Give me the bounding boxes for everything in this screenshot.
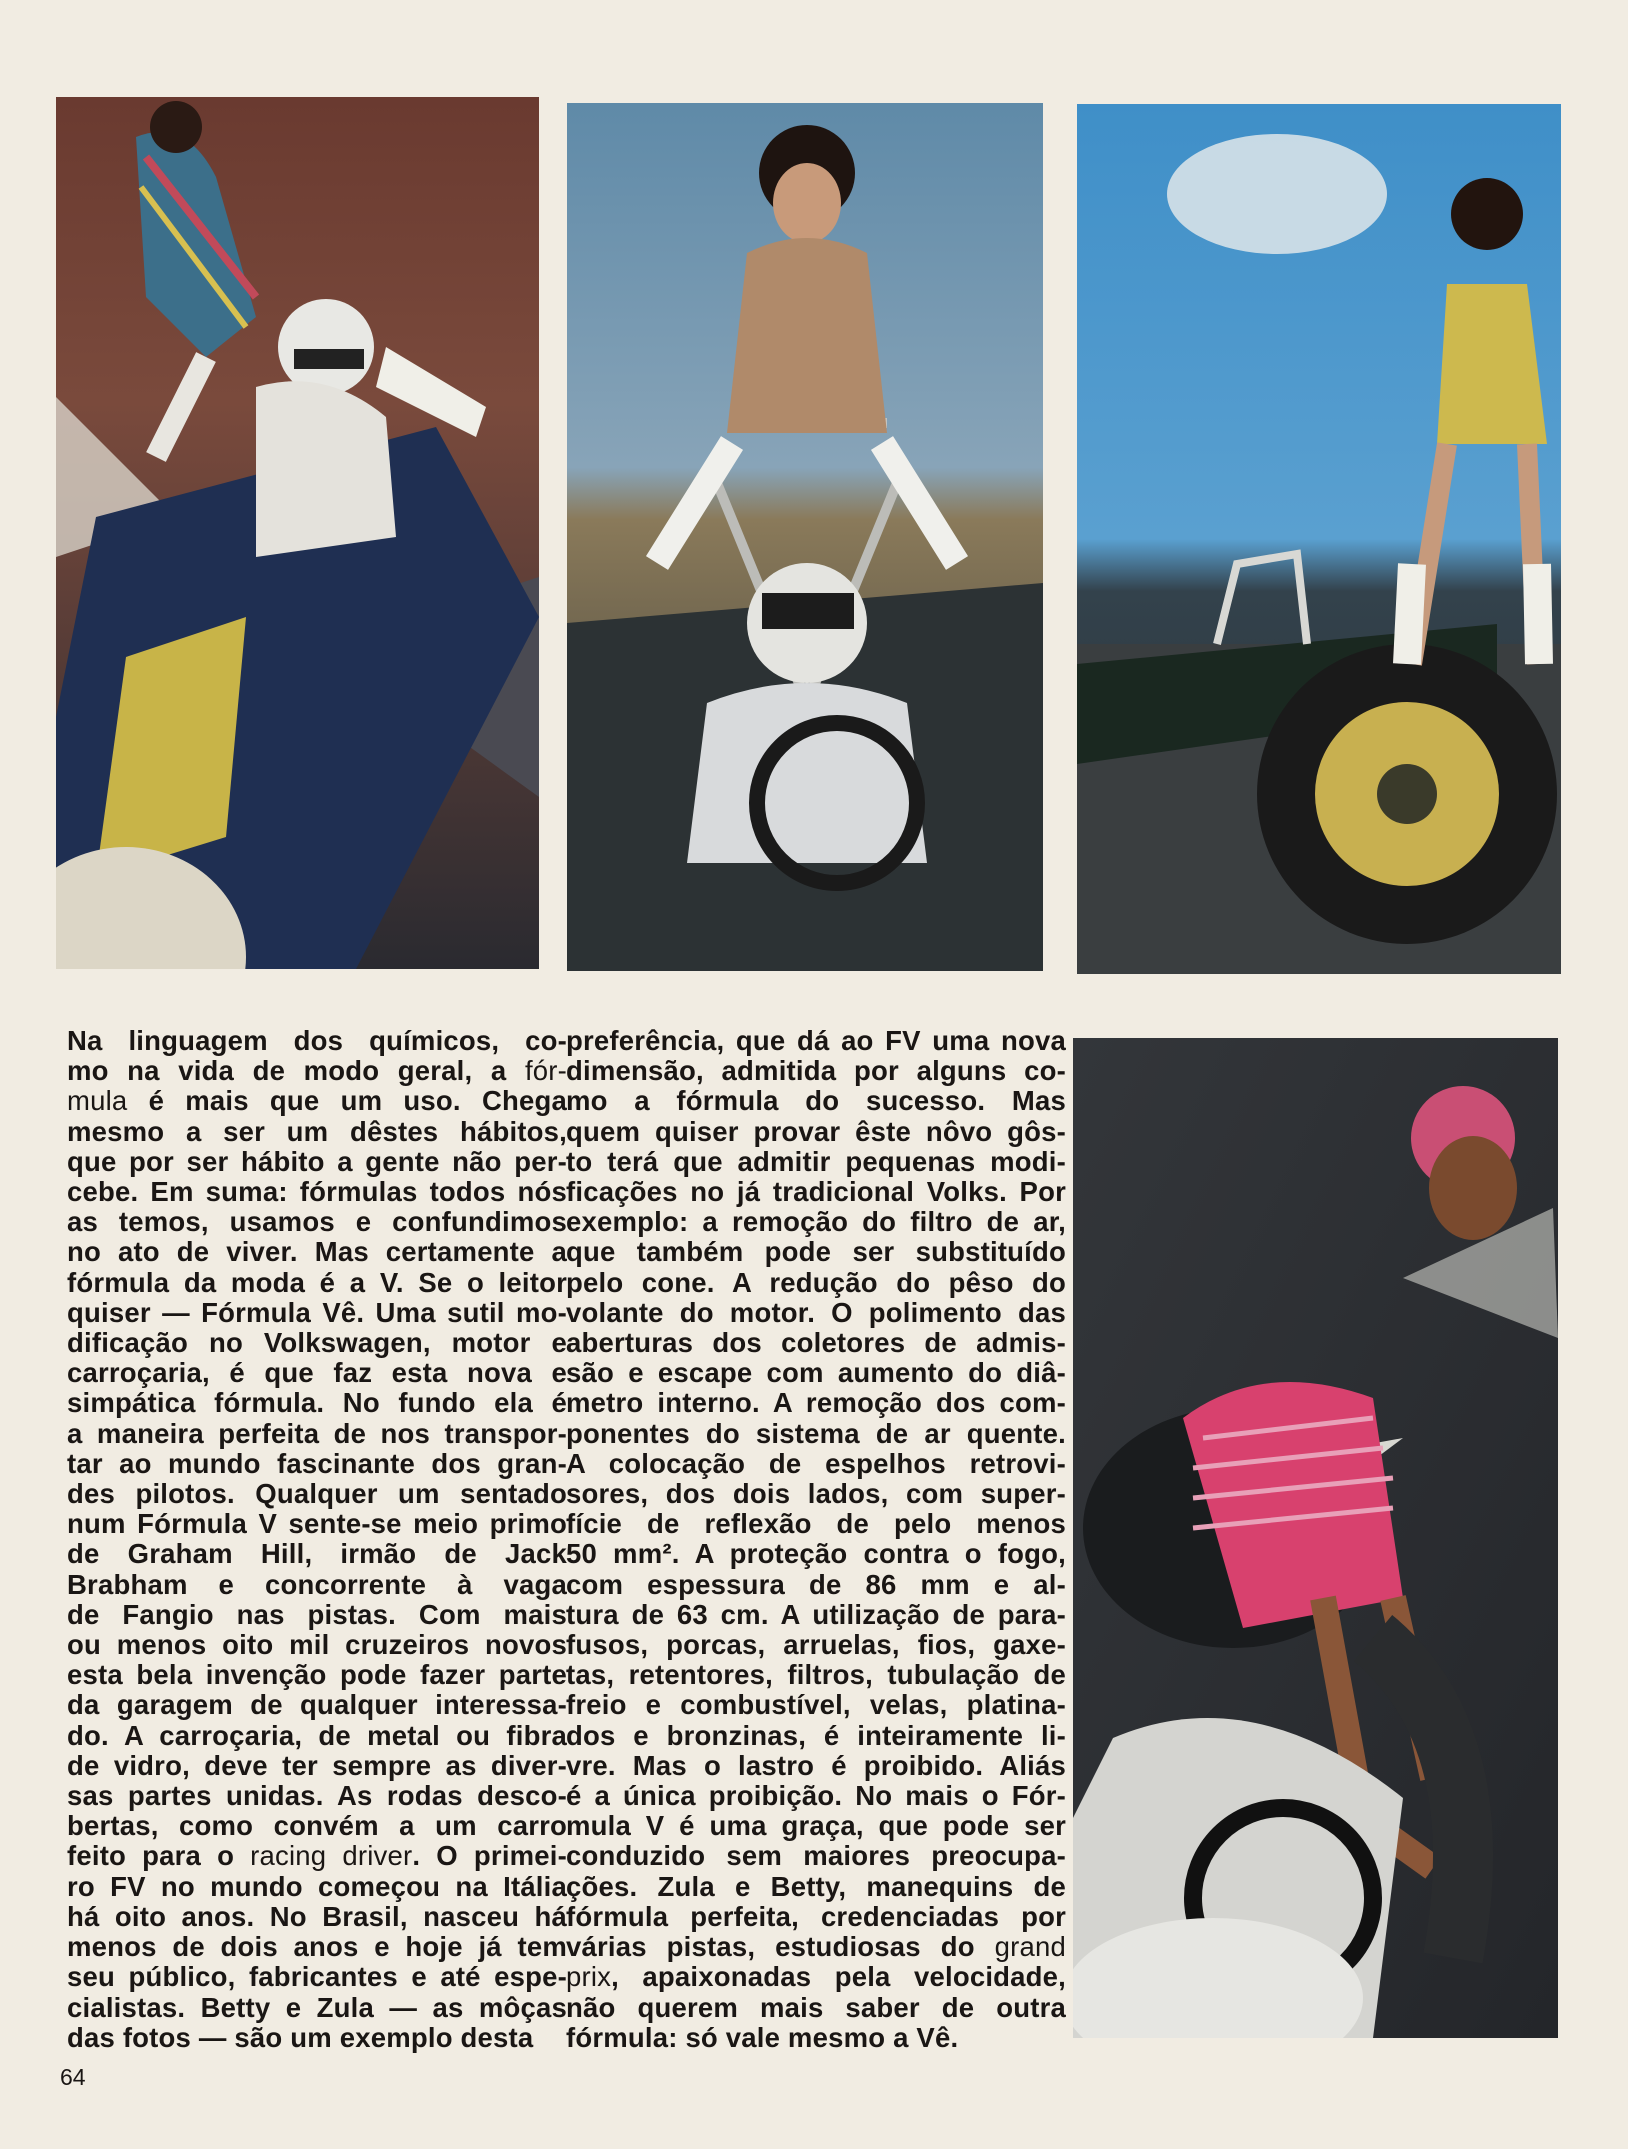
text-line [67, 1479, 567, 1509]
text-line [566, 1207, 1066, 1237]
text-run: das fotos — são um exemplo desta [67, 2021, 534, 2053]
text-run: des pilotos. Qualquer um sentado [67, 1478, 567, 1510]
text-run: carroçaria, é que faz esta nova e [67, 1357, 567, 1389]
text-line [566, 1902, 1066, 1932]
text-line [566, 1539, 1066, 1569]
text-run: é a única proibição. No mais o Fór- [566, 1780, 1066, 1812]
text-run: ponentes do sistema de ar quente. [566, 1417, 1066, 1449]
photo-woman-striped-sweater-on-race-car [56, 97, 539, 969]
text-run: grand [994, 1931, 1066, 1963]
text-run: várias pistas, estudiosas do [566, 1931, 995, 1963]
text-run: , apaixonadas pela velocidade, [611, 1961, 1066, 1993]
text-line [67, 1328, 567, 1358]
text-run: de Fangio nas pistas. Com mais [67, 1598, 567, 1630]
text-line [566, 1177, 1066, 1207]
text-run: . O primei- [412, 1840, 567, 1872]
text-run: fórmula perfeita, credenciadas por [566, 1900, 1066, 1932]
text-line [566, 1328, 1066, 1358]
text-run: não querem mais saber de outra [566, 1991, 1066, 2023]
text-line [67, 1539, 567, 1569]
text-run: menos de dois anos e hoje já tem [67, 1931, 567, 1963]
text-line [566, 1811, 1066, 1841]
text-run: exemplo: a remoção do filtro de ar, [566, 1206, 1066, 1238]
text-run: prix [566, 1961, 612, 1993]
text-run: conduzido sem maiores preocupa- [566, 1840, 1066, 1872]
text-run: de Graham Hill, irmão de Jack [67, 1538, 567, 1570]
text-line [67, 1600, 567, 1630]
text-line [67, 1751, 567, 1781]
text-line [67, 1630, 567, 1660]
text-line [566, 1872, 1066, 1902]
text-run: no ato de viver. Mas certamente a [67, 1236, 567, 1268]
text-run: A colocação de espelhos retrovi- [566, 1447, 1066, 1479]
text-run: simpática fórmula. No fundo ela é [67, 1387, 567, 1419]
text-line [566, 1630, 1066, 1660]
text-line [67, 1841, 567, 1871]
text-run: cialistas. Betty e Zula — as môças [67, 1991, 567, 2023]
text-run: aberturas dos coletores de admis- [566, 1327, 1066, 1359]
text-line [566, 1570, 1066, 1600]
text-line [566, 1841, 1066, 1871]
text-run: sores, dos dois lados, com super- [566, 1478, 1066, 1510]
text-line [566, 1117, 1066, 1147]
text-line [566, 1419, 1066, 1449]
text-line [566, 1056, 1066, 1086]
text-line [67, 1509, 567, 1539]
text-run: preferência, que dá ao FV uma nova [566, 1025, 1066, 1056]
text-line [67, 1117, 567, 1147]
text-run: é mais que um uso. Chega [127, 1085, 567, 1117]
text-run: dificação no Volkswagen, motor e [67, 1327, 567, 1359]
text-line [67, 1781, 567, 1811]
text-run: mo a fórmula do sucesso. Mas [566, 1085, 1066, 1117]
text-run: dimensão, admitida por alguns co- [566, 1055, 1066, 1087]
text-line [566, 1993, 1066, 2023]
text-line [67, 1962, 567, 1992]
text-line [67, 1449, 567, 1479]
text-line [566, 1388, 1066, 1418]
text-run: a maneira perfeita de nos transpor- [67, 1417, 567, 1449]
text-line [67, 1660, 567, 1690]
text-line [566, 1962, 1066, 1992]
text-line [67, 1388, 567, 1418]
text-line [67, 1056, 567, 1086]
text-run: ficações no já tradicional Volks. Por [566, 1176, 1066, 1208]
text-run: quem quiser provar êste nôvo gôs- [566, 1115, 1066, 1147]
text-line [67, 1237, 567, 1267]
text-run: metro interno. A remoção dos com- [566, 1387, 1066, 1419]
text-run: que também pode ser substituído [566, 1236, 1066, 1268]
article-text-left-column [67, 1025, 567, 2053]
text-line [566, 1751, 1066, 1781]
text-run: de vidro, deve ter sempre as diver- [67, 1749, 567, 1781]
text-run: volante do motor. O polimento das [566, 1296, 1066, 1328]
text-run: 50 mm². A proteção contra o fogo, [566, 1538, 1066, 1570]
text-run: tar ao mundo fascinante dos gran- [67, 1447, 567, 1479]
text-line [67, 1207, 567, 1237]
text-run: Brabham e concorrente à vaga [67, 1568, 567, 1600]
text-run: vre. Mas o lastro é proibido. Aliás [566, 1749, 1066, 1781]
text-line [67, 2023, 567, 2053]
text-run: bertas, como convém a um carro [67, 1810, 567, 1842]
text-line [566, 1509, 1066, 1539]
text-line [67, 1147, 567, 1177]
text-run: sas partes unidas. As rodas desco- [67, 1780, 567, 1812]
text-run: fórmula da moda é a V. Se o leitor [67, 1266, 567, 1298]
text-line [67, 1690, 567, 1720]
text-line [566, 1358, 1066, 1388]
text-run: Na linguagem dos químicos, co- [67, 1025, 567, 1056]
text-line [566, 1781, 1066, 1811]
text-line [67, 1932, 567, 1962]
text-line [67, 1872, 567, 1902]
text-line [566, 1298, 1066, 1328]
photo-woman-pink-dress-on-car [1073, 1038, 1558, 2038]
text-line [67, 1358, 567, 1388]
text-run: fórmula: só vale mesmo a Vê. [566, 2021, 959, 2053]
text-line [566, 1237, 1066, 1267]
text-run: dos e bronzinas, é inteiramente li- [566, 1719, 1066, 1751]
text-run: com espessura de 86 mm e al- [566, 1568, 1066, 1600]
text-run: mo na vida de modo geral, a [67, 1055, 525, 1087]
text-line [67, 1811, 567, 1841]
text-line [67, 1026, 567, 1056]
text-line [566, 1479, 1066, 1509]
text-run: to terá que admitir pequenas modi- [566, 1145, 1066, 1177]
text-line [566, 1932, 1066, 1962]
text-run: mesmo a ser um dêstes hábitos, [67, 1115, 567, 1147]
text-run: fór- [524, 1055, 567, 1087]
text-run: há oito anos. No Brasil, nasceu há [67, 1900, 567, 1932]
article-text-right-column [566, 1025, 1066, 2053]
text-run: as temos, usamos e confundimos [67, 1206, 567, 1238]
text-line [566, 1600, 1066, 1630]
text-run: mula V é uma graça, que pode ser [566, 1810, 1066, 1842]
text-line [67, 1298, 567, 1328]
text-run: ções. Zula e Betty, manequins de [566, 1870, 1066, 1902]
text-line [566, 1026, 1066, 1056]
text-line [566, 1268, 1066, 1298]
text-run: ou menos oito mil cruzeiros novos [67, 1629, 567, 1661]
text-run: são e escape com aumento do diâ- [566, 1357, 1066, 1389]
text-run: feito para o [67, 1840, 251, 1872]
text-line [67, 1268, 567, 1298]
text-run: tura de 63 cm. A utilização de para- [566, 1598, 1066, 1630]
text-line [566, 1660, 1066, 1690]
text-line [566, 1449, 1066, 1479]
text-run: racing driver [250, 1840, 413, 1872]
text-line [566, 1690, 1066, 1720]
text-run: cebe. Em suma: fórmulas todos nós [67, 1176, 567, 1208]
text-line [566, 1086, 1066, 1116]
text-line [67, 1993, 567, 2023]
text-line [67, 1570, 567, 1600]
text-run: fície de reflexão de pelo menos [566, 1508, 1066, 1540]
text-run: ro FV no mundo começou na Itália [67, 1870, 567, 1902]
text-run: num Fórmula V sente-se meio primo [67, 1508, 567, 1540]
text-run: mula [67, 1085, 128, 1117]
photo-woman-yellow-dress-on-car-wheel [1077, 104, 1561, 974]
text-run: do. A carroçaria, de metal ou fibra [67, 1719, 567, 1751]
text-run: fusos, porcas, arruelas, fios, gaxe- [566, 1629, 1066, 1661]
text-line [67, 1721, 567, 1751]
text-run: seu público, fabricantes e até espe- [67, 1961, 567, 1993]
text-run: tas, retentores, filtros, tubulação de [566, 1659, 1066, 1691]
text-line [566, 1721, 1066, 1751]
text-run: da garagem de qualquer interessa- [67, 1689, 567, 1721]
text-run: pelo cone. A redução do pêso do [566, 1266, 1066, 1298]
text-run: freio e combustível, velas, platina- [566, 1689, 1066, 1721]
text-line [67, 1177, 567, 1207]
text-run: esta bela invenção pode fazer parte [67, 1659, 567, 1691]
text-line [67, 1419, 567, 1449]
text-line [67, 1086, 567, 1116]
text-line [566, 1147, 1066, 1177]
text-run: que por ser hábito a gente não per- [67, 1145, 567, 1177]
text-line [67, 1902, 567, 1932]
photo-woman-standing-over-driver [567, 103, 1043, 971]
text-line [566, 2023, 1066, 2053]
text-run: quiser — Fórmula Vê. Uma sutil mo- [67, 1296, 567, 1328]
page-number: 64 [60, 2064, 86, 2090]
